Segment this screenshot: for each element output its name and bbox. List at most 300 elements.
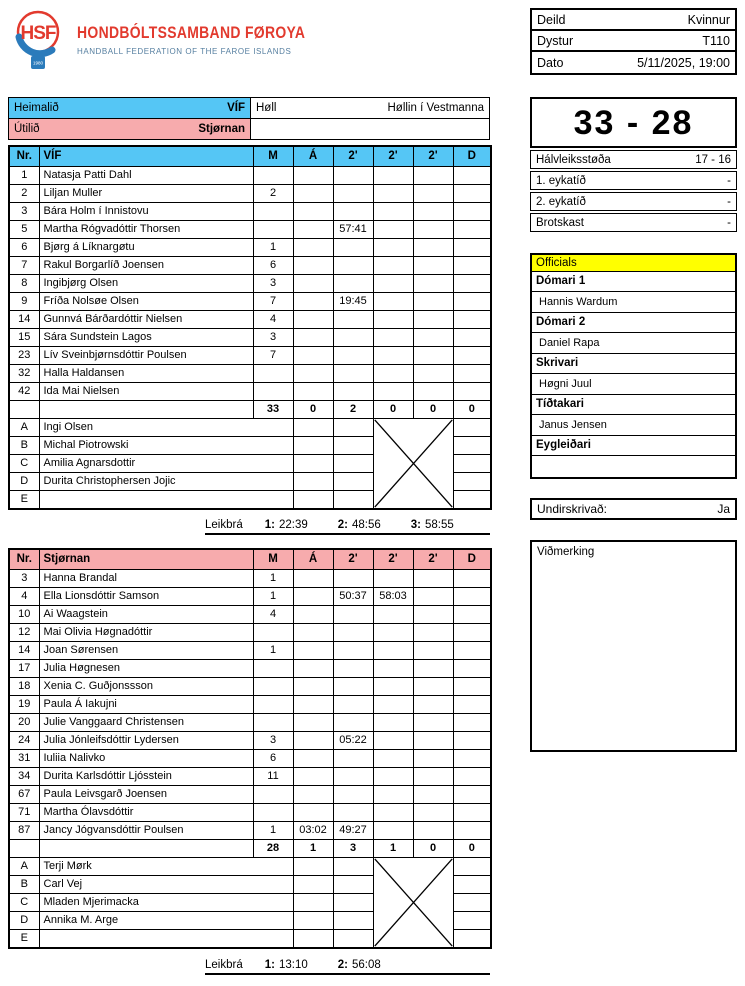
away-team-row [9,119,490,140]
stat-cell [333,203,373,221]
hall-cell [251,98,490,119]
stat-cell [453,185,491,203]
stat-cell [413,293,453,311]
stat-cell [453,750,491,768]
stat-cell [413,750,453,768]
stat-cell [453,419,491,437]
stat-cell [253,624,293,642]
stat-cell [333,786,373,804]
player-number: 3 [9,203,39,221]
player-name: Halla Haldansen [39,365,253,383]
x-mark-icon [374,858,453,947]
stat-cell [293,930,333,949]
player-number: 19 [9,696,39,714]
stat-cell [413,804,453,822]
signature-label: Undirskrivað: [537,502,608,516]
stat-cell: 1 [253,642,293,660]
stat-cell [293,203,333,221]
total-cell: 1 [293,840,333,858]
stat-cell [293,311,333,329]
away-team-name: Stjørnan [198,123,245,135]
signature-value: Ja [717,502,730,516]
score-row-label: Brotskast [536,216,584,229]
stat-cell [453,660,491,678]
logo-initials: HSF [20,23,56,44]
info-row-deild [532,10,735,31]
total-cell: 0 [373,401,413,419]
stat-cell [253,804,293,822]
leikbra-time: 48:56 [351,519,381,531]
stat-cell [293,419,333,437]
stat-cell [333,606,373,624]
stat-cell [413,822,453,840]
stat-cell [453,383,491,401]
stat-cell [453,894,491,912]
player-row [9,714,491,732]
info-value: T110 [702,33,730,48]
stat-cell [453,365,491,383]
stat-cell [293,347,333,365]
staff-name: Carl Vej [39,876,293,894]
teams-header-block [8,97,490,140]
stat-cell: 58:03 [373,588,413,606]
stat-cell [333,894,373,912]
stat-cell [293,696,333,714]
stat-cell [293,185,333,203]
player-number: 42 [9,383,39,401]
player-number: 2 [9,185,39,203]
stat-cell [293,786,333,804]
stat-cell [373,642,413,660]
info-row-dystur [532,31,735,52]
stat-cell: 1 [253,570,293,588]
official-role: Eygleiðari [532,436,735,456]
stat-cell [453,257,491,275]
player-name: Julie Vanggaard Christensen [39,714,253,732]
signature-box [530,498,737,520]
stat-cell [293,275,333,293]
stat-cell [373,185,413,203]
stat-cell [453,311,491,329]
stat-cell [333,473,373,491]
staff-letter: D [9,473,39,491]
staff-letter: A [9,419,39,437]
player-number: 7 [9,257,39,275]
stat-cell [453,930,491,949]
stat-header: 2' [413,146,453,167]
stat-cell [333,642,373,660]
stat-cell [453,696,491,714]
stat-cell [333,714,373,732]
stat-header: Á [293,146,333,167]
player-name: Lív Sveinbjørnsdóttir Poulsen [39,347,253,365]
staff-name [39,930,293,949]
stat-cell [333,365,373,383]
total-cell: 0 [413,840,453,858]
stat-cell [413,347,453,365]
leikbra-entry [338,519,381,531]
stat-cell: 7 [253,293,293,311]
staff-row [9,419,491,437]
score-row-value: - [727,174,731,187]
official-name: Daniel Rapa [532,333,735,354]
total-cell: 1 [373,840,413,858]
stat-cell [373,732,413,750]
stat-cell [453,822,491,840]
stat-cell [413,678,453,696]
home-leikbra-line [205,519,490,535]
player-name: Martha Ólavsdóttir [39,804,253,822]
stat-cell: 7 [253,347,293,365]
stat-cell: 57:41 [333,221,373,239]
stat-cell [413,203,453,221]
stat-cell [373,167,413,185]
stat-header: D [453,146,491,167]
halftime-row [530,150,737,169]
stat-cell [333,275,373,293]
stat-cell [293,750,333,768]
player-number: 1 [9,167,39,185]
stat-cell [293,570,333,588]
stat-cell [413,257,453,275]
hsf-logo-icon [10,6,64,72]
stat-cell [253,203,293,221]
player-row [9,660,491,678]
player-row [9,239,491,257]
player-number: 5 [9,221,39,239]
score-row-value: - [727,195,731,208]
empty-cell [9,401,39,419]
stat-cell [373,768,413,786]
player-name: Hanna Brandal [39,570,253,588]
stat-cell [253,678,293,696]
stat-cell [453,239,491,257]
stat-header: 2' [413,549,453,570]
player-row [9,642,491,660]
stat-cell [293,894,333,912]
player-name: Ella Lionsdóttir Samson [39,588,253,606]
stat-cell [373,383,413,401]
table-header-row [9,146,491,167]
stat-cell [293,455,333,473]
staff-name: Mladen Mjerimacka [39,894,293,912]
federation-subtitle: HANDBALL FEDERATION OF THE FAROE ISLANDS [77,46,292,56]
stat-cell [373,822,413,840]
stat-cell [373,786,413,804]
stat-cell [453,804,491,822]
logo-year: 1980 [32,60,44,66]
info-value: Kvinnur [687,12,730,27]
leikbra-entry [265,519,308,531]
stat-cell [413,311,453,329]
stat-cell: 50:37 [333,588,373,606]
stat-cell [413,786,453,804]
score-row-label: 2. eykatíð [536,195,586,208]
player-row [9,293,491,311]
official-role: Skrivari [532,354,735,374]
stat-header: 2' [373,146,413,167]
total-cell: 28 [253,840,293,858]
stat-cell: 6 [253,750,293,768]
official-name: Høgni Juul [532,374,735,395]
player-row [9,570,491,588]
stat-cell [413,185,453,203]
player-row [9,167,491,185]
player-name: Ida Mai Nielsen [39,383,253,401]
stat-cell [413,383,453,401]
stat-cell [413,696,453,714]
player-row [9,203,491,221]
stat-cell [293,167,333,185]
stat-cell [253,786,293,804]
totals-row [9,840,491,858]
stat-cell [373,329,413,347]
stat-cell [333,858,373,876]
staff-name: Terji Mørk [39,858,293,876]
home-team-cell [9,98,251,119]
stat-cell [373,606,413,624]
stat-cell [333,678,373,696]
stat-cell [253,365,293,383]
stat-cell [293,912,333,930]
stat-cell [413,239,453,257]
nr-header: Nr. [9,146,39,167]
player-number: 12 [9,624,39,642]
staff-row [9,858,491,876]
empty-cell [39,401,253,419]
home-team-row [9,98,490,119]
player-name: Julia Høgnesen [39,660,253,678]
player-row [9,347,491,365]
penalty-row [530,213,737,232]
stat-cell [333,660,373,678]
stat-cell [373,239,413,257]
final-score: 33 - 28 [530,97,737,148]
home-player-table-wrap [8,145,492,510]
stat-cell [413,365,453,383]
official-role: Dómari 2 [532,313,735,333]
stat-cell [373,660,413,678]
stat-header: D [453,549,491,570]
stat-cell: 49:27 [333,822,373,840]
player-row [9,606,491,624]
stat-cell [293,383,333,401]
stat-cell [333,912,373,930]
stat-cell [373,624,413,642]
stat-cell: 3 [253,275,293,293]
team-header: VÍF [39,146,253,167]
stat-cell: 6 [253,257,293,275]
stat-cell [333,185,373,203]
score-row-value: - [727,216,731,229]
player-name: Paula Á Iakujni [39,696,253,714]
stat-cell [253,383,293,401]
info-value: 5/11/2025, 19:00 [637,55,730,70]
stat-cell: 1 [253,588,293,606]
stat-cell [333,347,373,365]
stat-cell [373,696,413,714]
stat-cell [373,570,413,588]
score-row-label: Hálvleiksstøða [536,153,611,166]
staff-name: Durita Christophersen Jojic [39,473,293,491]
stat-header: 2' [333,549,373,570]
stat-cell [453,275,491,293]
stat-cell [333,383,373,401]
staff-name [39,491,293,510]
stat-cell [413,588,453,606]
away-leikbra-line [205,959,490,975]
stat-cell [333,167,373,185]
crossed-out-cell [373,858,453,949]
leikbra-period: 2: [337,519,348,531]
official-role: Dómari 1 [532,272,735,292]
player-number: 4 [9,588,39,606]
stat-cell [253,221,293,239]
player-row [9,678,491,696]
stat-cell [333,419,373,437]
official-role: Tíðtakari [532,395,735,415]
player-row [9,365,491,383]
player-number: 87 [9,822,39,840]
stat-cell: 05:22 [333,732,373,750]
stat-cell [333,768,373,786]
stat-cell [453,203,491,221]
leikbra-time: 13:10 [278,959,308,971]
total-cell: 2 [333,401,373,419]
stat-cell [453,329,491,347]
hall-label: Høll [256,102,277,114]
stat-cell [453,167,491,185]
player-number: 10 [9,606,39,624]
stat-cell [293,660,333,678]
player-row [9,185,491,203]
stat-cell [453,876,491,894]
leikbra-period: 1: [264,959,275,971]
stat-cell [333,239,373,257]
stat-cell [373,804,413,822]
stat-header: M [253,549,293,570]
player-name: Rakul Borgarlíð Joensen [39,257,253,275]
stat-cell [453,678,491,696]
stat-cell [333,570,373,588]
player-row [9,329,491,347]
stat-cell [413,167,453,185]
player-name: Liljan Muller [39,185,253,203]
stat-cell [333,311,373,329]
empty-hall-cell [251,119,490,140]
player-number: 71 [9,804,39,822]
player-number: 15 [9,329,39,347]
stat-cell [253,696,293,714]
empty-cell [9,840,39,858]
remarks-box [530,540,737,752]
stat-cell [413,329,453,347]
stat-cell [453,347,491,365]
player-number: 18 [9,678,39,696]
player-number: 6 [9,239,39,257]
stat-cell [373,311,413,329]
player-row [9,221,491,239]
stat-cell [453,588,491,606]
stat-cell: 4 [253,606,293,624]
stat-cell [453,768,491,786]
stat-cell [413,606,453,624]
stat-cell [373,714,413,732]
stat-cell [453,473,491,491]
table-header-row [9,549,491,570]
player-number: 32 [9,365,39,383]
stat-cell [293,768,333,786]
player-row [9,822,491,840]
stat-cell [453,491,491,510]
player-name: Gunnvá Bárðardóttir Nielsen [39,311,253,329]
player-name: Jancy Jógvansdóttir Poulsen [39,822,253,840]
stat-cell [413,732,453,750]
score-row-label: 1. eykatíð [536,174,586,187]
staff-name: Ingi Olsen [39,419,293,437]
stat-cell [293,588,333,606]
player-number: 34 [9,768,39,786]
stat-cell [253,714,293,732]
stat-cell [293,606,333,624]
federation-brand [10,6,355,72]
player-number: 17 [9,660,39,678]
stat-cell [453,570,491,588]
overtime2-row [530,192,737,211]
federation-titles [77,23,355,56]
stat-cell [373,203,413,221]
stat-cell [373,678,413,696]
official-name: Hannis Wardum [532,292,735,313]
player-row [9,624,491,642]
stat-cell [453,293,491,311]
player-row [9,750,491,768]
officials-panel [530,253,737,479]
player-number: 9 [9,293,39,311]
stat-cell [293,678,333,696]
player-number: 8 [9,275,39,293]
stat-cell [333,491,373,510]
total-cell: 0 [453,840,491,858]
stat-cell [333,750,373,768]
stat-cell [373,221,413,239]
stat-cell [453,221,491,239]
team-header: Stjørnan [39,549,253,570]
stat-header: Á [293,549,333,570]
stat-cell [453,912,491,930]
stat-cell [453,732,491,750]
stat-cell [293,642,333,660]
player-name: Iuliia Nalivko [39,750,253,768]
player-name: Joan Sørensen [39,642,253,660]
home-team-name: VÍF [227,102,245,114]
stat-cell [413,570,453,588]
stat-cell [413,714,453,732]
leikbra-period: 3: [410,519,421,531]
stat-cell [253,167,293,185]
stat-cell: 19:45 [333,293,373,311]
x-mark-icon [374,419,453,508]
player-name: Martha Rógvadóttir Thorsen [39,221,253,239]
stat-cell [413,660,453,678]
away-label: Útilið [14,123,40,135]
staff-letter: A [9,858,39,876]
crossed-out-cell [373,419,453,510]
stat-cell [293,473,333,491]
stat-cell [373,257,413,275]
stat-cell [413,642,453,660]
stat-cell [333,437,373,455]
